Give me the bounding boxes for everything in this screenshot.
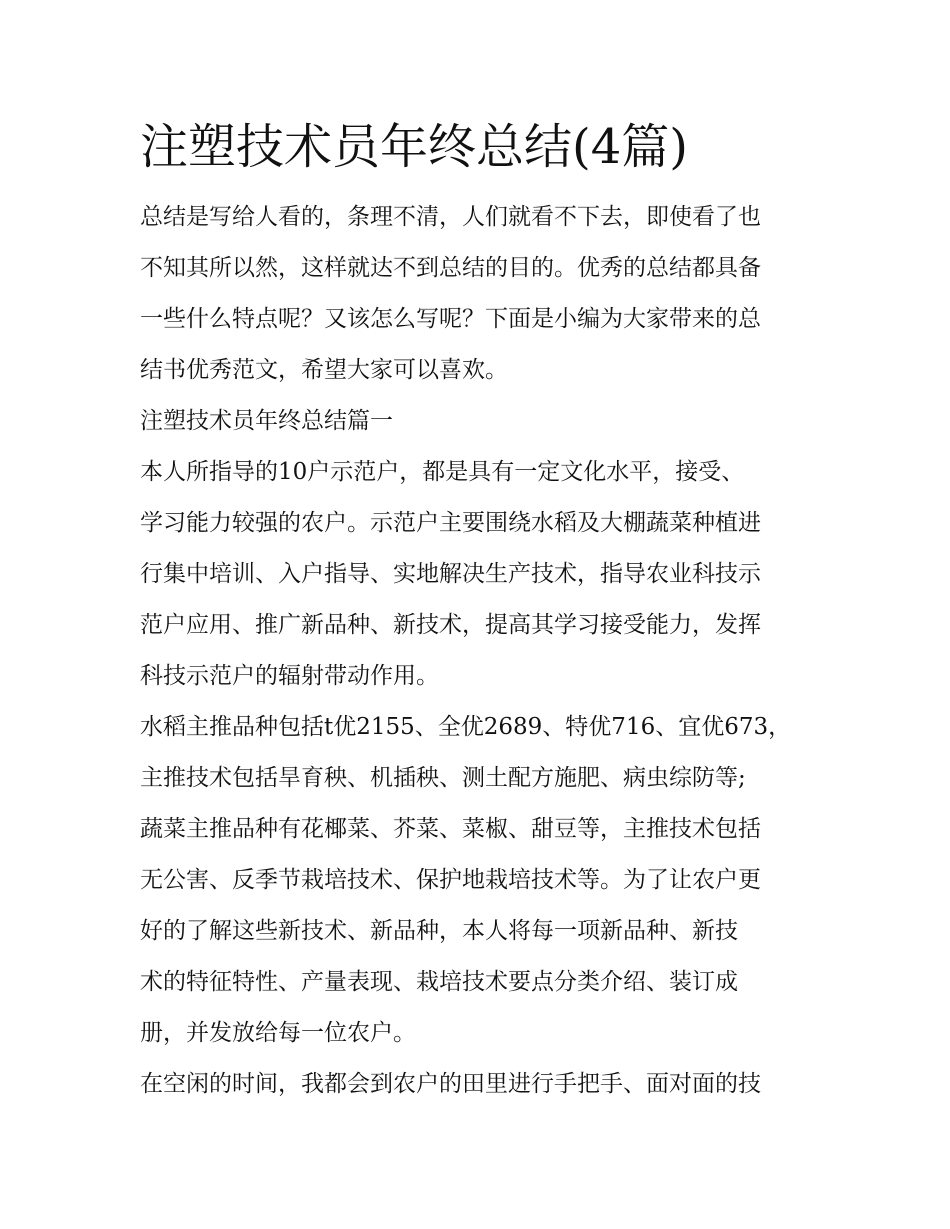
text-line: 在空闲的时间，我都会到农户的田里进行手把手、面对面的技	[140, 1071, 761, 1097]
text-line: 结书优秀范文，希望大家可以喜欢。	[140, 357, 508, 383]
section-heading: 注塑技术员年终总结篇一	[140, 408, 393, 434]
text-line: 主推技术包括旱育秧、机插秧、测土配方施肥、病虫综防等;	[140, 765, 746, 791]
document-content	[140, 112, 820, 1110]
text-line: 蔬菜主推品种有花椰菜、芥菜、菜椒、甜豆等，主推技术包括	[140, 816, 761, 842]
text-line: 学习能力较强的农户。示范户主要围绕水稻及大棚蔬菜种植进	[140, 510, 761, 536]
text-line: 一些什么特点呢？又该怎么写呢？下面是小编为大家带来的总	[140, 306, 761, 332]
text-line: 册，并发放给每一位农户。	[140, 1020, 416, 1046]
text-line: 好的了解这些新技术、新品种，本人将每一项新品种、新技	[140, 918, 738, 944]
text-line: 术的特征特性、产量表现、栽培技术要点分类介绍、装订成	[140, 969, 738, 995]
text-line: 本人所指导的10户示范户，都是具有一定文化水平，接受、	[140, 459, 745, 485]
text-line: 总结是写给人看的，条理不清，人们就看不下去，即使看了也	[140, 204, 761, 230]
text-line: 水稻主推品种包括t优2155、全优2689、特优716、宜优673，	[140, 714, 792, 740]
text-line: 不知其所以然，这样就达不到总结的目的。优秀的总结都具备	[140, 255, 761, 281]
text-line: 范户应用、推广新品种、新技术，提高其学习接受能力，发挥	[140, 612, 761, 638]
text-line: 无公害、反季节栽培技术、保护地栽培技术等。为了让农户更	[140, 867, 761, 893]
text-line: 科技示范户的辐射带动作用。	[140, 663, 439, 689]
text-line: 行集中培训、入户指导、实地解决生产技术，指导农业科技示	[140, 561, 761, 587]
document-title: 注塑技术员年终总结(4篇)	[140, 119, 688, 175]
